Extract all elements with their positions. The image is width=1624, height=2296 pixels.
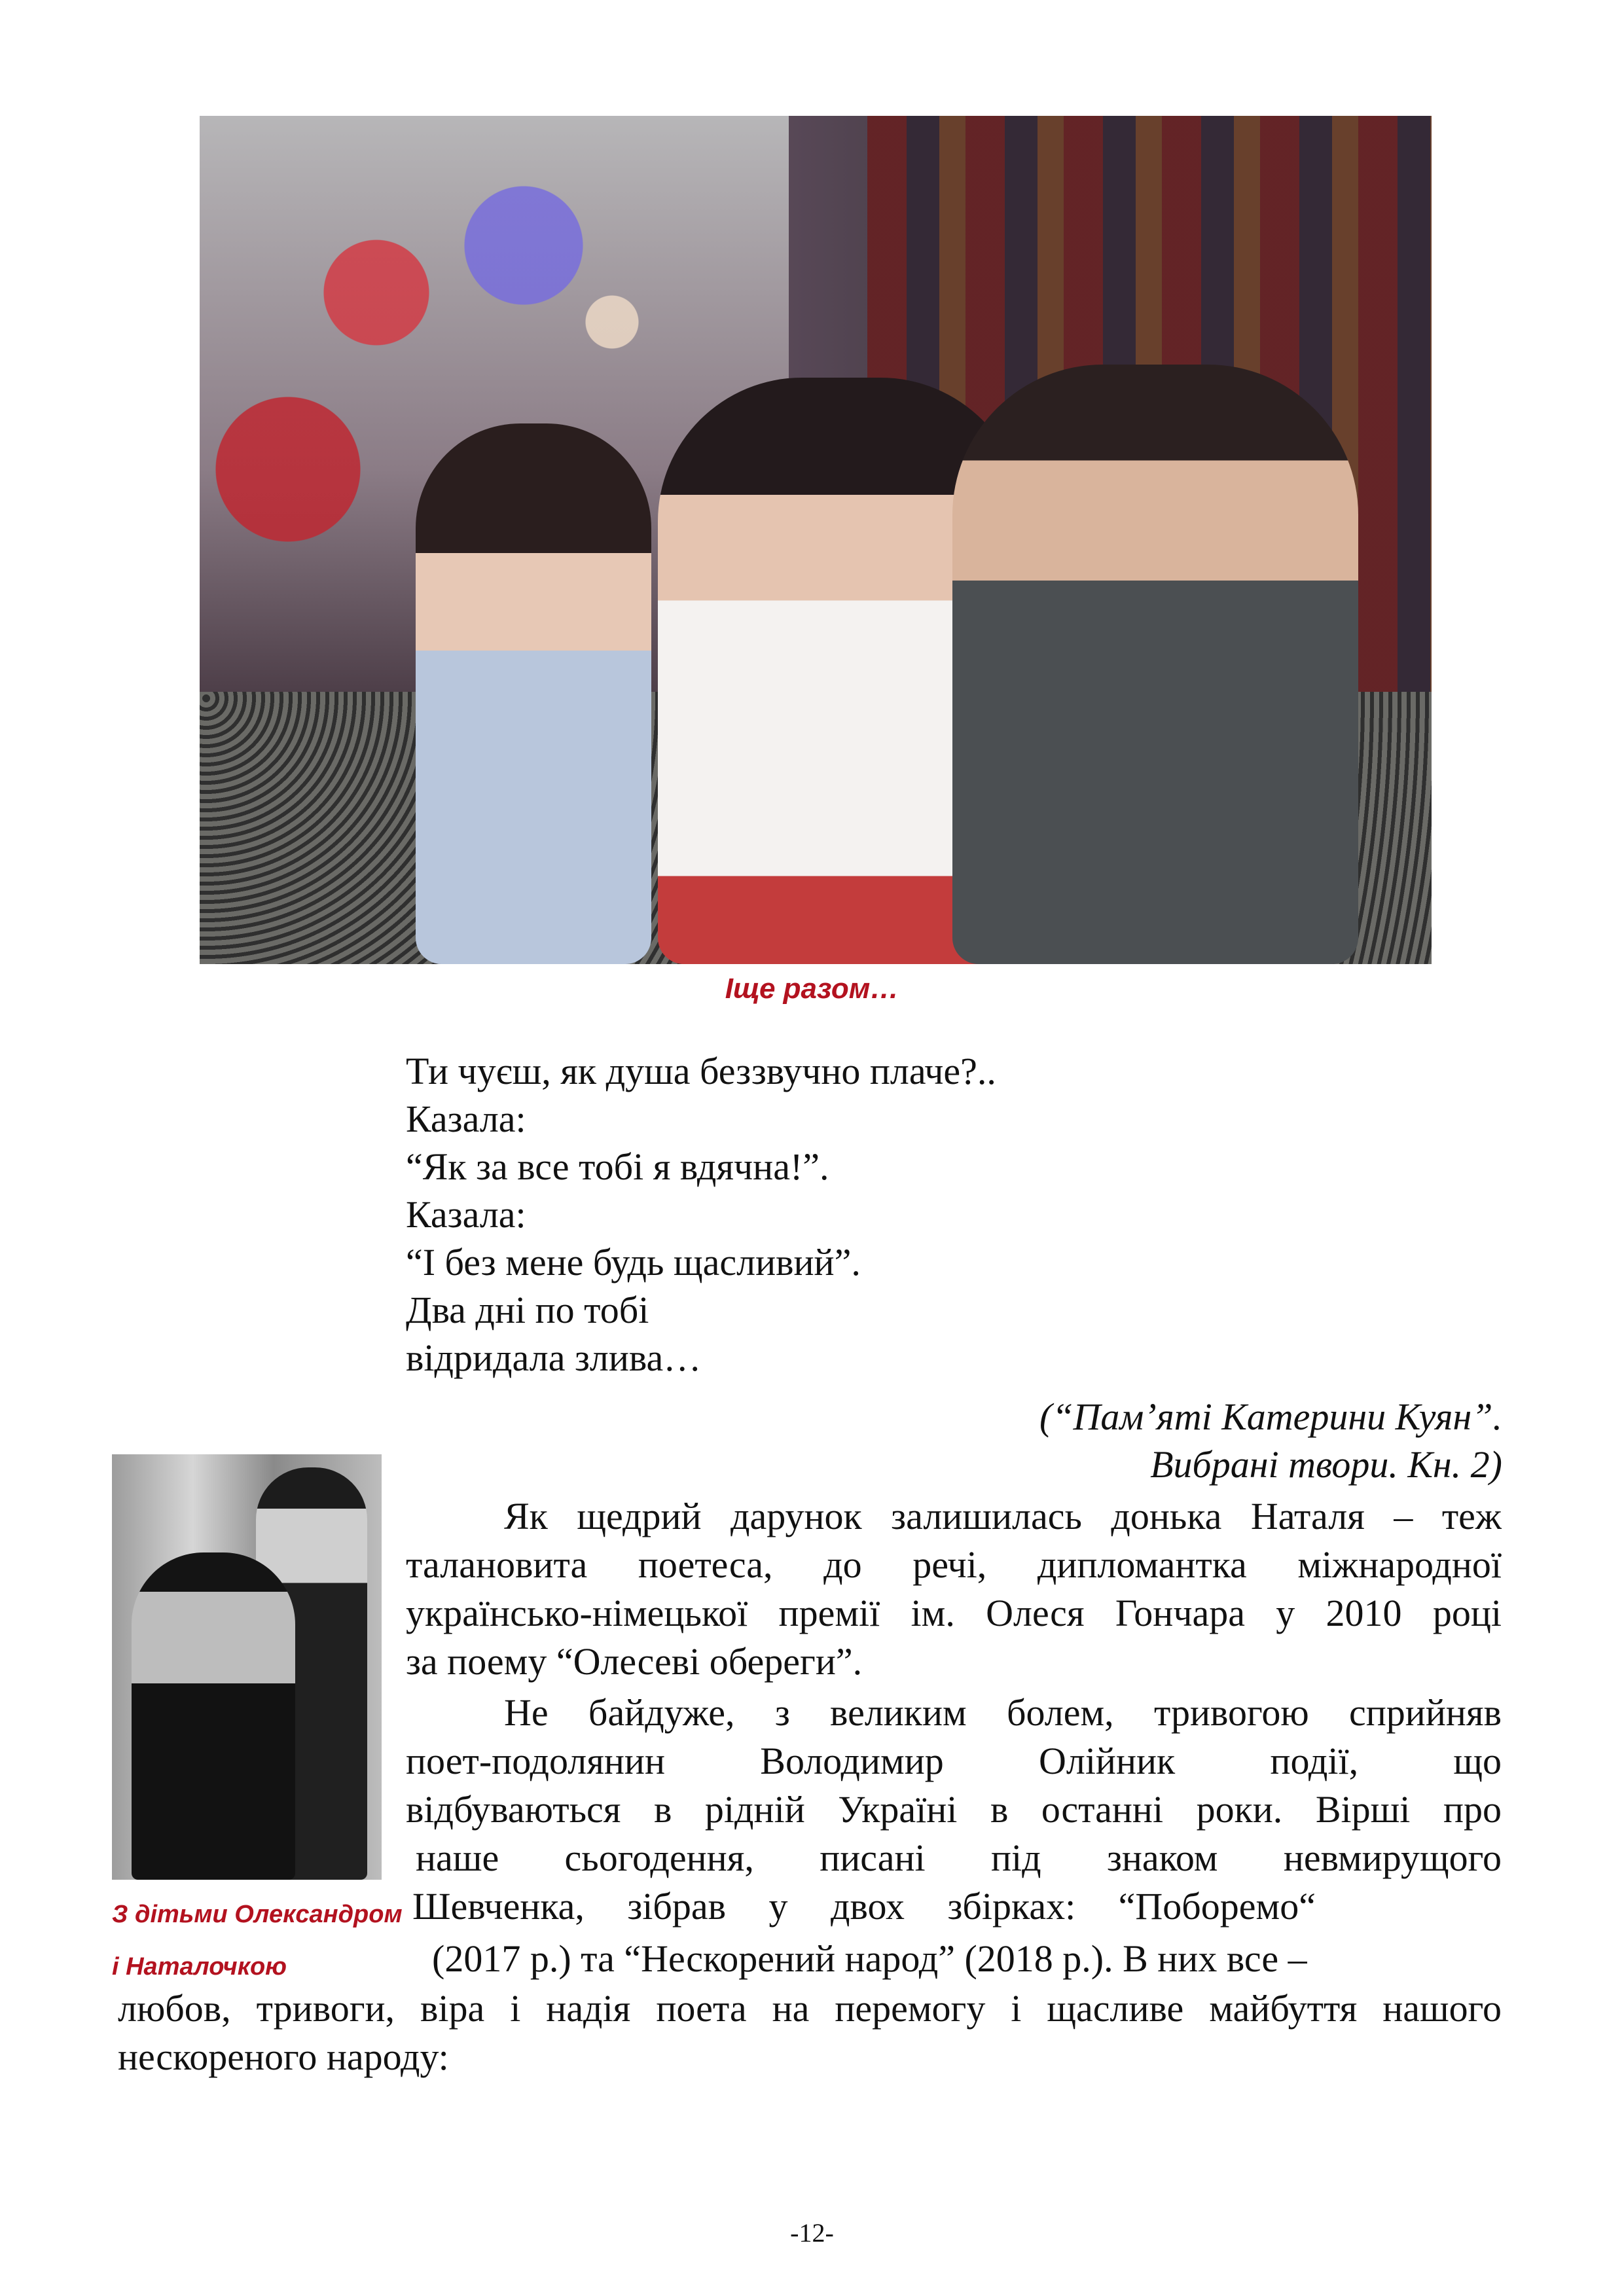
paragraph-1-line: за поему “Олесеві обереги”. (406, 1640, 863, 1683)
poem-line: відридала злива… (406, 1336, 702, 1379)
photo-caption: Іще разом… (725, 973, 899, 1005)
paragraph-2-line: (2017 р.) та “Нескорений народ” (2018 р.). В них все – (432, 1937, 1307, 1980)
father-children-photo (112, 1454, 382, 1880)
paragraph-2-line: любов, тривоги, віра і надія поета на перемогу і щасливе майбуття нашого (118, 1987, 1502, 2030)
photo-girl-figure (416, 423, 651, 964)
paragraph-2-line: відбуваються в рідній Україні в останні роки. Вірші про (406, 1788, 1502, 1831)
source-line: Вибрані твори. Кн. 2) (1150, 1443, 1502, 1486)
paragraph-1-line: талановита поетеса, до речі, дипломантка міжнародної (406, 1543, 1502, 1586)
page-number: -12- (790, 2218, 834, 2248)
paragraph-2-line: Шевченка, зібрав у двох збірках: “Поборемо“ (412, 1885, 1316, 1928)
photo-daughter-figure (197, 1657, 334, 1880)
paragraph-2-line: нескореного народу: (118, 2036, 449, 2078)
paragraph-2-line: поет-подолянин Володимир Олійник події, що (406, 1740, 1502, 1782)
photo-man-figure (952, 365, 1358, 964)
poem-line: Два дні по тобі (406, 1289, 649, 1331)
paragraph-2-line: Не байдуже, з великим болем, тривогою сприйняв (504, 1691, 1502, 1734)
paragraph-2-line: наше сьогодення, писані під знаком невмирущого (416, 1837, 1502, 1879)
poem-line: Казала: (406, 1193, 526, 1236)
poem-line: “І без мене будь щасливий”. (406, 1241, 861, 1283)
poem (406, 1047, 1519, 1382)
poem-line: Ти чуєш, як душа беззвучно плаче?.. (406, 1050, 996, 1092)
poem-line: Казала: (406, 1098, 526, 1140)
poem-source (1039, 1393, 1502, 1488)
poem-line: “Як за все тобі я вдячна!”. (406, 1145, 829, 1188)
family-photo (200, 116, 1432, 964)
small-photo-caption-line2: і Наталочкою (112, 1953, 287, 1981)
paragraph-1-line: українсько-німецької премії ім. Олеся Гончара у 2010 році (406, 1592, 1502, 1634)
source-line: (“Пам’яті Катерини Куян”. (1039, 1395, 1502, 1438)
small-photo-caption-line1: З дітьми Олександром (112, 1901, 403, 1928)
paragraph-1-line: Як щедрий дарунок залишилась донька Наталя – теж (504, 1495, 1502, 1537)
